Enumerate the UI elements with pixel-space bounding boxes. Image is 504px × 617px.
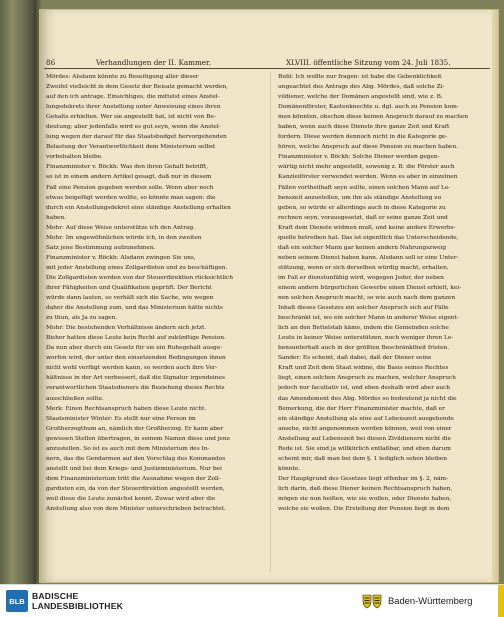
text-line: Mohr: Auf diese Weise unterstütze ich den Antrag. (46, 224, 195, 231)
text-line: Zweifel vielleicht in dem Gesetz der Beisatz gemacht werden, (46, 84, 228, 91)
text-line: hören, welche Anspruch auf diese Pension zu machen haben. (278, 144, 458, 151)
text-line: Kraft dem Dienste widmen muß, und keine andere Erwerbs- (278, 224, 456, 231)
text-line: ansehe, nicht angenommen werden können, weil von einer (278, 425, 452, 432)
text-line: rechnen seyn, vorausgesetzt, daß er seine ganze Zeit und (278, 214, 448, 221)
text-line: Staatsminister Winter: Es stellt nur eine Person im (46, 415, 196, 422)
text-line: Die Zollgardisten werden von der Steuerdirektion rücksichtlich (46, 274, 234, 281)
right-text-column (278, 72, 490, 578)
page-edge (492, 10, 498, 582)
blb-name-line1: BADISCHE (32, 591, 79, 601)
accent-bar (498, 585, 504, 617)
text-line: geben, so würde er allerdings auch in diese Kategorie zu (278, 204, 446, 211)
text-line: lich darin, daß diese Diener keinen Rechtsanspruch haben, (278, 485, 453, 492)
text-line: neben seinem Dienst haben kann. Alsdann soll er eine Unter- (278, 254, 459, 261)
text-line: Großherzogthum an, nämlich der Großherzog. Er kann aber (46, 425, 224, 432)
text-line: lich an den Bettelstab käme, indem die Gemeinden solche (278, 325, 449, 332)
text-line: Mördes: Alsdann könnte zu Beseitigung aller dieser (46, 74, 199, 80)
baden-wuerttemberg-crest-icon[interactable] (360, 592, 384, 610)
text-line: im Fall er dienstunfähig wird, wogegen Jeder, der neben (278, 274, 444, 281)
text-line: wärtig nicht mehr angestellt, sowenig z. B. die Förster auch (278, 164, 455, 171)
text-line: deutung; aber jedenfalls wird es gut seyn, wenn die Anstel- (46, 124, 221, 131)
text-line: nicht wohl verfügt werden kann, so werden auch ihre Ver- (46, 365, 218, 372)
text-line: würde dann lauten, so verhält sich die Sache, wie wegen (46, 295, 214, 302)
header-right-title: XLVIII. öffentliche Sitzung vom 24. Juli 1835. (286, 58, 451, 67)
text-line: quelle betreiben hat. Das ist eigentlich das Unterscheidende, (278, 234, 459, 241)
text-line: stützung, wenn er sich derselben würdig macht, erhalten, (278, 264, 449, 271)
text-line: Anstellung auf Lebenszeit bei diesen Zivildienern nicht die (278, 435, 451, 442)
text-line: daher die Anstellung zum, und das Ministerium hätte nichts (46, 305, 223, 312)
text-line: das Amendement des Abg. Mördes so bedeutend ja nicht die (278, 395, 457, 402)
text-line: Gehalts erhielten. Wer sie angestellt hat, ist nicht von Be- (46, 114, 216, 121)
page-number: 86 (46, 58, 56, 67)
text-line: Inhalt dieses Gesetzes ein solcher Anspruch sich auf Fälle (278, 305, 449, 312)
text-line: men könnten, obschon diese keinen Anspruch darauf zu machen (278, 114, 469, 121)
text-line: Leute in keiner Weise unterstützen, noch weniger ihren Le- (278, 335, 454, 342)
text-line: einem andern bürgerlichen Gewerbe einen Dienst erhielt, kei- (278, 284, 462, 291)
text-line: gewissen Stellen übertragen, in seinem Namen diese und jene (46, 435, 231, 442)
left-text-column (46, 72, 258, 578)
text-line: ungeachtet des Antrags des Abg. Mördes, daß solche Zi- (278, 84, 445, 91)
text-line: Bemerkung, die der Herr Finanzminister machte, daß er (278, 405, 445, 412)
text-line: mit jeder Anstellung eines Zollgardisten und zu beschäftigen. (46, 264, 228, 271)
text-line: worfen wird, der unter den einsetzenden Bedingungen ihnen (46, 355, 226, 362)
text-line: Mohr: Die bestehenden Verhältnisse ändern sich jetzt. (46, 325, 207, 332)
text-line: daß ein solcher Mann gar keinen andern Nahrungszweig (278, 244, 447, 251)
text-line: Rede ist. Sie sind ja willkürlich entlaßbar, und eben darum (278, 445, 451, 452)
blb-name[interactable] (32, 591, 123, 611)
text-line: so ist in einem andern Artikel gesagt, daß nur in diesem (46, 174, 212, 181)
header-rule (44, 68, 490, 69)
text-line: Domänenförster, Kastenknechte u. dgl. auch zu Pension kom- (278, 104, 459, 111)
viewer-footer (0, 584, 504, 617)
text-line: anstellt und bei dem Kriegs- und Justizministerium. Nur bei (46, 465, 222, 472)
text-line: vorbehalten bleibe. (46, 154, 103, 161)
header-left-title: Verhandlungen der II. Kammer. (96, 58, 211, 67)
text-line: fordern. Diese werden dennoch nicht in die Kategorie ge- (278, 134, 448, 141)
text-line: zu thun, als Ja zu sagen. (46, 315, 118, 322)
text-line: hältnisse in der Art verbessert, daß die Signatur irgendeines (46, 375, 225, 382)
text-line: haben, wenn auch diese Dienste ihre ganze Zeit und Kraft (278, 124, 450, 131)
text-line: verantwortlichen Staatsdieners die Beziehung dieses Rechts (46, 385, 225, 392)
text-line: jedoch nur facultativ ist, und eben deshalb wird aber auch (278, 385, 450, 392)
text-line: scheint mir, daß man bei dem §. 1 lediglich sehen bleiben (278, 455, 448, 462)
text-line: Finanzminister v. Böckh: Solche Diener werden gegen- (278, 154, 440, 161)
text-line: Anstellung also von dem Minister unterschrieben betrachtet. (46, 506, 226, 513)
text-line: Satz jene Bestimmung aufzunehmen. (46, 244, 156, 251)
text-line: ausschließen sollte. (46, 395, 104, 402)
text-line: Finanzminister v. Böckh: Was den ihren Gehalt betrifft, (46, 164, 208, 171)
baden-wuerttemberg-label[interactable]: Baden-Württemberg (388, 595, 473, 606)
text-line: weil diese die Leute zunächst kennt. Zuwar wird aber die (46, 495, 216, 502)
text-line: Mohr: Im ungewöhnlichen würde ich, in den zweiten (46, 234, 202, 241)
text-line: welche sie wollen. Die Erstellung der Pension liegt in dem (278, 506, 450, 513)
text-line: vildiener, welche der Domänen angestellt sind, wie z. B. (278, 94, 443, 101)
text-line: Finanzminister v. Böckh: Alsdann zwingen Sie uns, (46, 254, 196, 261)
text-line: lungsdekrets ihrer Anstellung unter Anweisung eines ihren (46, 104, 221, 111)
text-line: dem Finanzministerium tritt die Ausnahme wegen der Zoll- (46, 475, 221, 482)
text-line: Fällen vortheilhaft seyn sollte, einen solchen Mann auf Le- (278, 184, 451, 191)
text-line: mögen sie nun heißen, wie sie wollen, oder Dienste haben, (278, 495, 452, 502)
text-line: Kanzleiförster verwendet werden. Wenn es aber in einzelnen (278, 174, 458, 181)
text-line: Kraft und Zeit dem Staat widme, die Basis seines Rechtes (278, 365, 449, 372)
text-line: beschränkt ist, wo ein solcher Mann in anderer Weise eigent- (278, 315, 459, 322)
text-line: ein ständige Anstellung als eine auf Lebenszeit ausgehende (278, 415, 454, 422)
text-line: Belastung der Verantwortlichkeit dem Ministerium selbst (46, 144, 216, 151)
text-line: Buhl: Ich wollte nur fragen: ist habe die Gebenklichkeit (278, 74, 442, 80)
text-line: nen solchen Anspruch macht, so wie auch nach dem ganzen (278, 295, 456, 302)
text-line: Da nun aber durch ein Gesetz für sie ein Ruhegehalt ausge- (46, 345, 223, 352)
text-line: anzustellen. So ist es auch mit dem Ministerium des In- (46, 445, 210, 452)
blb-name-line2: LANDESBIBLIOTHEK (32, 601, 124, 611)
text-line: auf den ich antrage. Einsichtiges, die mittelst eines Anstel- (46, 94, 220, 101)
text-line: durch ein Anstellungsdekret eine ständige Anstellung erhalten (46, 204, 231, 211)
text-line: Der Hauptgrund des Gesetzes liegt offenbar im §. 2, näm- (278, 475, 449, 482)
blb-logo-icon[interactable]: BLB (6, 590, 28, 612)
text-line: könnte. (278, 465, 301, 472)
text-line: Sander: Es scheint, daß dabei, daß der Diener seine (278, 355, 432, 362)
text-line: benszeit anzustellen, um ihn als ständige Anstellung zu (278, 194, 442, 201)
text-line: Bisher hatten diese Leute kein Recht auf zukünftige Pension. (46, 335, 226, 342)
book-spine (0, 0, 34, 584)
column-gutter (270, 72, 271, 572)
text-line: Merk: Einen Rechtsanspruch haben diese Leute nicht. (46, 405, 207, 412)
text-line: liegt, einen solchen Anspruch zu machen, welcher Anspruch (278, 375, 456, 382)
text-line: nern, das die Gendarmen auf den Vorschlag des Kommandos (46, 455, 226, 462)
text-line: haben. (46, 214, 66, 221)
text-line: gardisten ein, da von der Steuerdirektion angestellt werden, (46, 485, 225, 492)
text-line: ihrer Fähigkeiten und Qualifikation geprüft. Der Bericht (46, 284, 212, 291)
text-line: bensunterhalt auch in der größten Beschränktheit fristen. (278, 345, 450, 352)
text-line: etwas beigefügt werden wollte, so könnte man sagen: die (46, 194, 216, 201)
text-line: Fall eine Pension gegeben werden solle. Wenn aber noch (46, 184, 214, 191)
text-line: lung wegen der darauf für das Staatsbudget hervorgehenden (46, 134, 227, 141)
